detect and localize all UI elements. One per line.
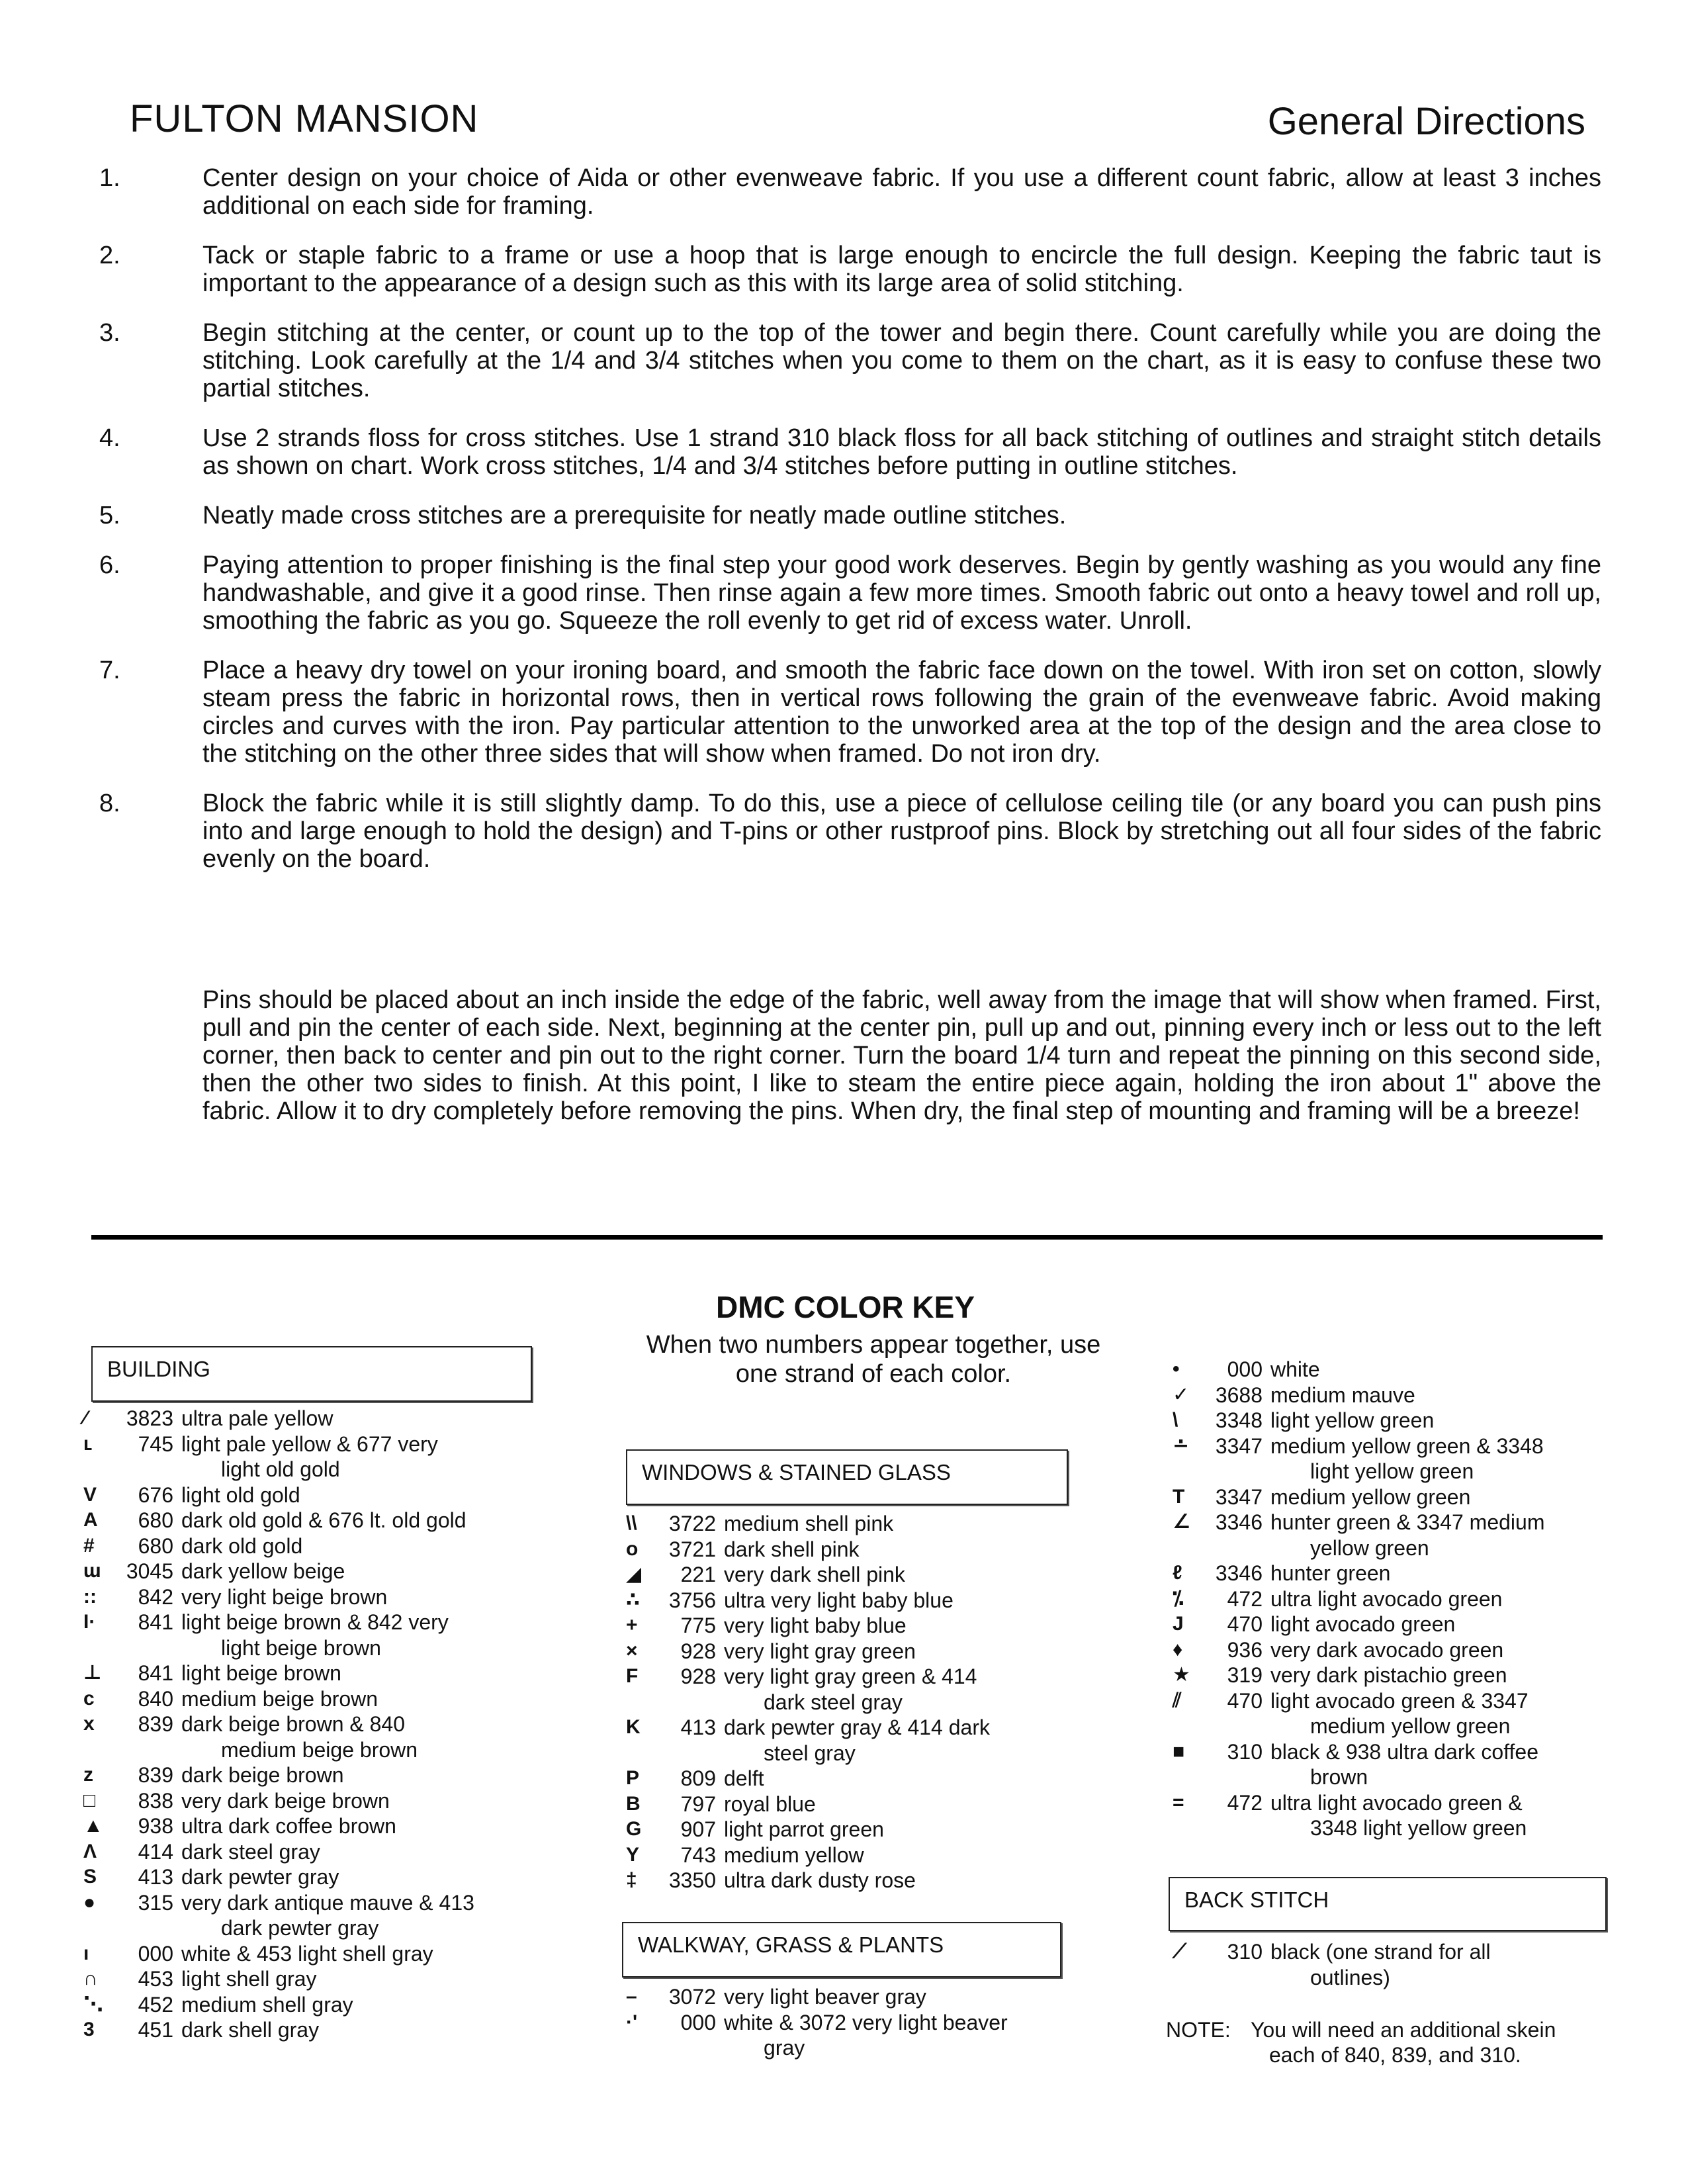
color-description: white — [1270, 1357, 1320, 1381]
dmc-code: 680 — [138, 1533, 173, 1558]
color-row — [83, 1762, 533, 1788]
color-description: very dark antique mauve & 413 — [181, 1890, 474, 1915]
dmc-code: 743 — [680, 1843, 716, 1867]
color-row — [83, 1686, 533, 1712]
color-row — [626, 1715, 1076, 1741]
color-description: light avocado green — [1270, 1612, 1456, 1636]
color-row — [83, 1864, 533, 1890]
stitch-symbol-icon: = — [1173, 1791, 1184, 1813]
color-row — [83, 1661, 533, 1686]
color-row — [83, 1813, 533, 1839]
step-number: 1. — [99, 164, 120, 192]
stitch-symbol-icon: \ — [1173, 1409, 1178, 1431]
indent — [1173, 1713, 1310, 1739]
color-row — [626, 1792, 1076, 1817]
dmc-code: 797 — [680, 1792, 716, 1816]
step-text: Neatly made cross stitches are a prerequisite for neatly made outline stitches. — [202, 502, 1067, 529]
color-description: medium shell gray — [181, 1992, 353, 2017]
color-description-cont: steel gray — [764, 1741, 856, 1765]
dmc-code: 413 — [138, 1865, 173, 1889]
stitch-symbol-icon: z — [83, 1764, 93, 1786]
color-description: black (one strand for all — [1270, 1940, 1491, 1964]
color-row — [1173, 1939, 1622, 1965]
stitch-symbol-icon: T — [1173, 1485, 1185, 1508]
color-description: medium shell pink — [724, 1512, 894, 1535]
color-row — [626, 1817, 1076, 1843]
section-title: General Directions — [1267, 100, 1585, 143]
dmc-code: 000 — [1227, 1357, 1263, 1381]
stitch-symbol-icon: 3 — [83, 2019, 95, 2040]
indent — [626, 1690, 764, 1715]
dmc-code: 319 — [1227, 1663, 1263, 1687]
color-description: ultra very light baby blue — [724, 1588, 954, 1612]
color-description: very light beige brown — [181, 1584, 388, 1609]
color-row — [626, 1588, 1076, 1614]
color-row-continuation — [83, 1737, 533, 1763]
color-description-cont: yellow green — [1310, 1535, 1429, 1560]
stitch-symbol-icon: ⁒ — [1173, 1587, 1184, 1610]
stitch-symbol-icon: ∠ — [1173, 1511, 1190, 1533]
stitch-symbol-icon: ⟋ — [1173, 1940, 1186, 1962]
stitch-symbol-icon: B — [626, 1792, 641, 1815]
dmc-code: 3350 — [668, 1868, 716, 1892]
color-description-cont: brown — [1310, 1765, 1368, 1789]
stitch-symbol-icon: ɯ — [83, 1560, 101, 1582]
note — [1166, 2017, 1629, 2068]
color-description: dark beige brown & 840 — [181, 1712, 405, 1736]
dmc-code: 938 — [138, 1814, 173, 1838]
dmc-code: 000 — [138, 1941, 173, 1966]
stitch-symbol-icon: o — [626, 1537, 639, 1560]
stitch-symbol-icon: ℓ — [1173, 1562, 1182, 1584]
color-description: dark shell gray — [181, 2018, 320, 2042]
note-text: You will need an additional skein — [1251, 2018, 1556, 2042]
direction-step — [99, 790, 1601, 873]
stitch-symbol-icon: ⫽ — [1173, 1689, 1182, 1711]
color-row-continuation — [1173, 1459, 1622, 1484]
color-description: very dark shell pink — [724, 1563, 905, 1586]
walkway-heading: WALKWAY, GRASS & PLANTS — [622, 1922, 1061, 1978]
dmc-code: 3072 — [668, 1985, 716, 2009]
stitch-symbol-icon: S — [83, 1866, 97, 1888]
color-description: dark pewter gray — [181, 1865, 339, 1889]
color-description: dark yellow beige — [181, 1559, 345, 1583]
color-description: hunter green & 3347 medium — [1270, 1510, 1545, 1534]
stitch-symbol-icon: F — [626, 1665, 639, 1687]
dmc-code: 310 — [1227, 1940, 1263, 1964]
dmc-code: 470 — [1227, 1612, 1263, 1636]
dmc-code: 928 — [680, 1664, 716, 1688]
step-text: Center design on your choice of Aida or other evenweave fabric. If you use a different count fabric, allow at least 3 inches additional on each side for framing. — [202, 164, 1601, 220]
building-color-list — [83, 1406, 533, 2043]
stitch-symbol-icon: – — [626, 1985, 637, 2007]
color-row-continuation — [83, 1915, 533, 1941]
stitch-symbol-icon: ⁄ — [83, 1407, 87, 1429]
direction-step — [99, 319, 1601, 402]
color-description: medium mauve — [1270, 1383, 1415, 1407]
windows-heading: WINDOWS & STAINED GLASS — [626, 1449, 1068, 1505]
dmc-code: 3347 — [1215, 1484, 1263, 1509]
color-row — [1173, 1739, 1622, 1765]
direction-step — [99, 164, 1601, 220]
color-description: light avocado green & 3347 — [1270, 1688, 1529, 1713]
color-row — [83, 1941, 533, 1967]
color-description: dark pewter gray & 414 dark — [724, 1715, 990, 1739]
color-row — [626, 1766, 1076, 1792]
stitch-symbol-icon: J — [1173, 1613, 1184, 1635]
indent — [1173, 1764, 1310, 1790]
direction-step — [99, 242, 1601, 297]
windows-color-list — [626, 1511, 1076, 1893]
stitch-symbol-icon: ∸ — [1173, 1434, 1190, 1457]
back-stitch-list — [1173, 1939, 1622, 1990]
color-description: hunter green — [1270, 1561, 1391, 1585]
color-row — [1173, 1561, 1622, 1586]
stitch-symbol-icon: A — [83, 1509, 98, 1531]
color-row-continuation — [83, 1635, 533, 1661]
stitch-symbol-icon: ▲ — [83, 1815, 103, 1837]
step-number: 3. — [99, 319, 120, 347]
dmc-code: 680 — [138, 1508, 173, 1532]
dmc-code: 472 — [1227, 1790, 1263, 1815]
indent — [1173, 1965, 1310, 1991]
color-description: very dark avocado green — [1270, 1637, 1504, 1662]
color-row — [626, 1639, 1076, 1664]
direction-step — [99, 424, 1601, 480]
color-description: medium beige brown — [181, 1686, 378, 1711]
color-description: light shell gray — [181, 1967, 317, 1991]
step-number: 2. — [99, 242, 120, 269]
other-color-list — [1173, 1357, 1622, 1841]
page-title: FULTON MANSION — [130, 97, 479, 140]
dmc-code: 413 — [680, 1715, 716, 1739]
color-description-cont: outlines) — [1310, 1965, 1390, 1989]
stitch-symbol-icon: Λ — [83, 1840, 97, 1862]
pins-paragraph: Pins should be placed about an inch inside the edge of the fabric, well away from the image that will show when framed. First, pull and pin the center of each side. Next, beginning at the center pin, pull up and out, pinning every inch or less out to the left corner, then back to center and pin out to the right corner. Turn the board 1/4 turn and repeat the pinning on this second side, then the other two sides to finish. At this point, I like to steam the entire piece again, holding the iron about 1" above the fabric. Allow it to dry completely before removing the pins. When dry, the final step of mounting and framing will be a breeze! — [202, 986, 1601, 1125]
stitch-symbol-icon: c — [83, 1687, 95, 1709]
indent — [1173, 1459, 1310, 1484]
stitch-symbol-icon: ∴ — [626, 1588, 640, 1611]
back-stitch-heading: BACK STITCH — [1169, 1877, 1607, 1931]
dmc-code: 414 — [138, 1839, 173, 1864]
color-row — [1173, 1357, 1622, 1383]
dmc-code: 928 — [680, 1639, 716, 1663]
color-row — [1173, 1383, 1622, 1408]
color-row — [83, 1533, 533, 1559]
stitch-symbol-icon: ◢ — [626, 1563, 642, 1585]
color-description: dark old gold — [181, 1533, 303, 1558]
color-description: very light baby blue — [724, 1614, 907, 1637]
dmc-code: 936 — [1227, 1637, 1263, 1662]
dmc-code: 451 — [138, 2018, 173, 2042]
dmc-code: 310 — [1227, 1739, 1263, 1764]
color-row — [1173, 1612, 1622, 1637]
dmc-code: 745 — [138, 1432, 173, 1456]
color-row — [83, 1508, 533, 1533]
step-number: 6. — [99, 551, 120, 579]
color-description: ultra dark dusty rose — [724, 1868, 916, 1892]
color-row — [1173, 1510, 1622, 1535]
color-row — [83, 1406, 533, 1432]
stitch-symbol-icon: • — [1173, 1358, 1180, 1380]
color-description: light beige brown & 842 very — [181, 1610, 449, 1634]
color-row-continuation — [626, 1741, 1076, 1766]
color-description: light old gold — [181, 1482, 300, 1507]
stitch-symbol-icon: ⋱ — [83, 1993, 103, 2015]
stitch-symbol-icon: + — [626, 1614, 638, 1636]
color-row — [83, 1559, 533, 1584]
dmc-code: 221 — [680, 1563, 716, 1586]
color-description: dark steel gray — [181, 1839, 320, 1864]
color-row — [83, 1890, 533, 1916]
dmc-code: 3721 — [668, 1537, 716, 1561]
step-number: 8. — [99, 790, 120, 817]
step-number: 5. — [99, 502, 120, 529]
indent — [1173, 1815, 1310, 1841]
dmc-code: 676 — [138, 1482, 173, 1507]
color-row — [1173, 1662, 1622, 1688]
step-text: Paying attention to proper finishing is the final step your good work deserves. Begin by gently washing as you would any fine handwashable, and give it a good rinse. Then rinse again a few more times. Smooth fabric out onto a heavy towel and roll up, smoothing the fabric as you go. Squeeze the roll evenly to get rid of excess water. Unroll. — [202, 551, 1601, 635]
step-text: Tack or staple fabric to a frame or use a hoop that is large enough to encircle the full design. Keeping the fabric taut is important to the appearance of a design such as this with its large area of solid stitching. — [202, 242, 1601, 297]
color-description: dark old gold & 676 lt. old gold — [181, 1508, 466, 1532]
color-row — [83, 1966, 533, 1992]
color-description-cont: light yellow green — [1310, 1459, 1474, 1483]
dmc-code: 3347 — [1215, 1433, 1263, 1458]
stitch-symbol-icon: P — [626, 1767, 640, 1789]
color-row — [626, 1613, 1076, 1639]
color-description-cont: dark pewter gray — [221, 1916, 379, 1940]
dmc-code: 840 — [138, 1686, 173, 1711]
color-description: delft — [724, 1766, 764, 1790]
color-row — [1173, 1637, 1622, 1663]
dmc-code: 315 — [138, 1890, 173, 1915]
stitch-symbol-icon: \\ — [626, 1512, 637, 1534]
step-number: 7. — [99, 657, 120, 684]
color-description-cont: gray — [764, 2036, 805, 2060]
step-text: Use 2 strands floss for cross stitches. Use 1 strand 310 black floss for all back stitching of outlines and straight stitch details as shown on chart. Work cross stitches, 1/4 and 3/4 stitches before putting in outline stitches. — [202, 424, 1601, 480]
color-row-continuation — [1173, 1815, 1622, 1841]
color-row — [626, 2010, 1076, 2036]
dmc-code: 841 — [138, 1661, 173, 1685]
stitch-symbol-icon: × — [626, 1639, 638, 1662]
indent — [626, 1741, 764, 1766]
dmc-code: 775 — [680, 1614, 716, 1637]
step-text: Begin stitching at the center, or count up to the top of the tower and begin there. Count carefully while you are doing the stitching. Look carefully at the 1/4 and 3/4 stitches when you come to them on the chart, as it is easy to confuse these two partial stitches. — [202, 319, 1601, 402]
indent — [626, 2035, 764, 2061]
color-description: light pale yellow & 677 very — [181, 1432, 438, 1456]
note-label: NOTE: — [1166, 2018, 1231, 2042]
color-row — [83, 1432, 533, 1457]
walkway-color-list — [626, 1984, 1076, 2061]
color-description: medium yellow green & 3348 — [1270, 1433, 1544, 1458]
step-text: Block the fabric while it is still slightly damp. To do this, use a piece of cellulose ceiling tile (or any board you can push pins into and large enough to hold the design) and T-pins or other rustproof pins. Block by stretching out all four sides of the fabric evenly on the board. — [202, 790, 1601, 873]
color-row — [1173, 1790, 1622, 1816]
step-number: 4. — [99, 424, 120, 452]
dmc-code: 453 — [138, 1967, 173, 1991]
color-row-continuation — [1173, 1965, 1622, 1991]
color-description: ultra pale yellow — [181, 1406, 333, 1430]
color-row — [83, 1839, 533, 1865]
color-row — [1173, 1433, 1622, 1459]
directions-list — [99, 164, 1601, 895]
stitch-symbol-icon: □ — [83, 1789, 96, 1811]
color-description: very light gray green — [724, 1639, 916, 1663]
dmc-code: 839 — [138, 1763, 173, 1787]
color-row — [626, 1868, 1076, 1893]
color-description: very dark pistachio green — [1270, 1663, 1507, 1687]
color-row-continuation — [83, 1457, 533, 1482]
stitch-symbol-icon: ■ — [1173, 1740, 1185, 1762]
section-divider — [91, 1235, 1603, 1240]
stitch-symbol-icon: x — [83, 1713, 95, 1735]
color-row-continuation — [1173, 1535, 1622, 1561]
color-description: white & 3072 very light beaver — [724, 2010, 1008, 2034]
stitch-symbol-icon: ⊥ — [83, 1662, 102, 1684]
dmc-code: 3756 — [668, 1588, 716, 1612]
color-row — [83, 1788, 533, 1814]
dmc-code: 3346 — [1215, 1561, 1263, 1585]
stitch-symbol-icon: G — [626, 1818, 642, 1840]
color-description: medium yellow green — [1270, 1484, 1471, 1509]
color-description-cont: medium yellow green — [1310, 1714, 1511, 1738]
dmc-code: 3722 — [668, 1512, 716, 1535]
color-row — [83, 1711, 533, 1737]
dmc-code: 841 — [138, 1610, 173, 1634]
indent — [83, 1457, 221, 1482]
dmc-code: 3045 — [126, 1559, 173, 1583]
color-row-continuation — [626, 2035, 1076, 2061]
stitch-symbol-icon: ‡ — [626, 1869, 637, 1891]
color-description: black & 938 ultra dark coffee — [1270, 1739, 1538, 1764]
stitch-symbol-icon: :: — [83, 1585, 97, 1608]
dmc-code: 839 — [138, 1712, 173, 1736]
dmc-code: 3823 — [126, 1406, 173, 1430]
stitch-symbol-icon: ·' — [626, 2011, 638, 2033]
color-row — [1173, 1408, 1622, 1433]
color-row — [83, 2017, 533, 2043]
direction-step — [99, 657, 1601, 768]
dmc-code: 907 — [680, 1817, 716, 1841]
color-key-subtitle: When two numbers appear together, use one strand of each color. — [646, 1331, 1101, 1388]
stitch-symbol-icon: K — [626, 1716, 641, 1738]
color-description: light yellow green — [1270, 1408, 1435, 1432]
color-key-title: DMC COLOR KEY — [716, 1290, 975, 1324]
color-row-continuation — [1173, 1764, 1622, 1790]
dmc-code: 3688 — [1215, 1383, 1263, 1407]
indent — [83, 1635, 221, 1661]
color-row — [626, 1843, 1076, 1868]
color-description: ultra light avocado green — [1270, 1586, 1503, 1611]
color-row — [626, 1537, 1076, 1563]
color-description: very light beaver gray — [724, 1985, 926, 2009]
color-description: light parrot green — [724, 1817, 884, 1841]
color-row — [626, 1664, 1076, 1690]
direction-step — [99, 502, 1601, 529]
color-row — [626, 1984, 1076, 2010]
stitch-symbol-icon: # — [83, 1534, 95, 1557]
stitch-symbol-icon: ★ — [1173, 1664, 1190, 1686]
color-description: dark shell pink — [724, 1537, 860, 1561]
stitch-symbol-icon: ∩ — [83, 1968, 98, 1989]
step-text: Place a heavy dry towel on your ironing board, and smooth the fabric face down on the towel. With iron set on cotton, slowly steam press the fabric in horizontal rows, then in vertical rows following the grain of the evenweave fabric. Avoid making circles and curves with the iron. Pay particular attention to the unworked area at the top of the design and the area close to the stitching on the other three sides that will show when framed. Do not iron dry. — [202, 657, 1601, 768]
color-row — [626, 1511, 1076, 1537]
color-description: medium yellow — [724, 1843, 864, 1867]
stitch-symbol-icon: ✓ — [1173, 1383, 1190, 1406]
color-description: very dark beige brown — [181, 1788, 390, 1813]
dmc-code: 470 — [1227, 1688, 1263, 1713]
color-description: white & 453 light shell gray — [181, 1941, 433, 1966]
color-row — [626, 1562, 1076, 1588]
color-description: ultra light avocado green & — [1270, 1790, 1523, 1815]
stitch-symbol-icon: I· — [83, 1611, 96, 1633]
dmc-code: 3346 — [1215, 1510, 1263, 1534]
dmc-code: 472 — [1227, 1586, 1263, 1611]
color-row — [1173, 1586, 1622, 1612]
color-description-cont: 3348 light yellow green — [1310, 1816, 1527, 1840]
color-description-cont: light old gold — [221, 1457, 340, 1481]
indent — [1173, 1535, 1310, 1561]
color-description-cont: light beige brown — [221, 1635, 381, 1660]
color-description: royal blue — [724, 1792, 816, 1816]
color-description-cont: medium beige brown — [221, 1737, 418, 1762]
stitch-symbol-icon: Y — [626, 1843, 640, 1866]
stitch-symbol-icon: ● — [83, 1891, 96, 1913]
note-text-cont: each of 840, 839, and 310. — [1269, 2043, 1521, 2067]
color-row — [83, 1992, 533, 2018]
color-description: ultra dark coffee brown — [181, 1814, 396, 1838]
building-heading: BUILDING — [91, 1346, 532, 1402]
indent — [83, 1737, 221, 1763]
dmc-code: 3348 — [1215, 1408, 1263, 1432]
dmc-code: 000 — [680, 2010, 716, 2034]
dmc-code: 842 — [138, 1584, 173, 1609]
direction-step — [99, 551, 1601, 635]
stitch-symbol-icon: V — [83, 1483, 97, 1506]
color-row — [83, 1482, 533, 1508]
color-row — [1173, 1484, 1622, 1510]
stitch-symbol-icon: ı — [83, 1942, 89, 1964]
indent — [83, 1915, 221, 1941]
color-description: dark beige brown — [181, 1763, 344, 1787]
color-description: light beige brown — [181, 1661, 341, 1685]
dmc-code: 838 — [138, 1788, 173, 1813]
color-row — [83, 1610, 533, 1635]
dmc-code: 452 — [138, 1992, 173, 2017]
stitch-symbol-icon: ʟ — [83, 1432, 93, 1455]
dmc-code: 809 — [680, 1766, 716, 1790]
color-row-continuation — [1173, 1713, 1622, 1739]
color-row — [1173, 1688, 1622, 1714]
stitch-symbol-icon: ♦ — [1173, 1638, 1183, 1661]
color-row-continuation — [626, 1690, 1076, 1715]
color-description: very light gray green & 414 — [724, 1664, 977, 1688]
color-description-cont: dark steel gray — [764, 1690, 903, 1714]
color-row — [83, 1584, 533, 1610]
